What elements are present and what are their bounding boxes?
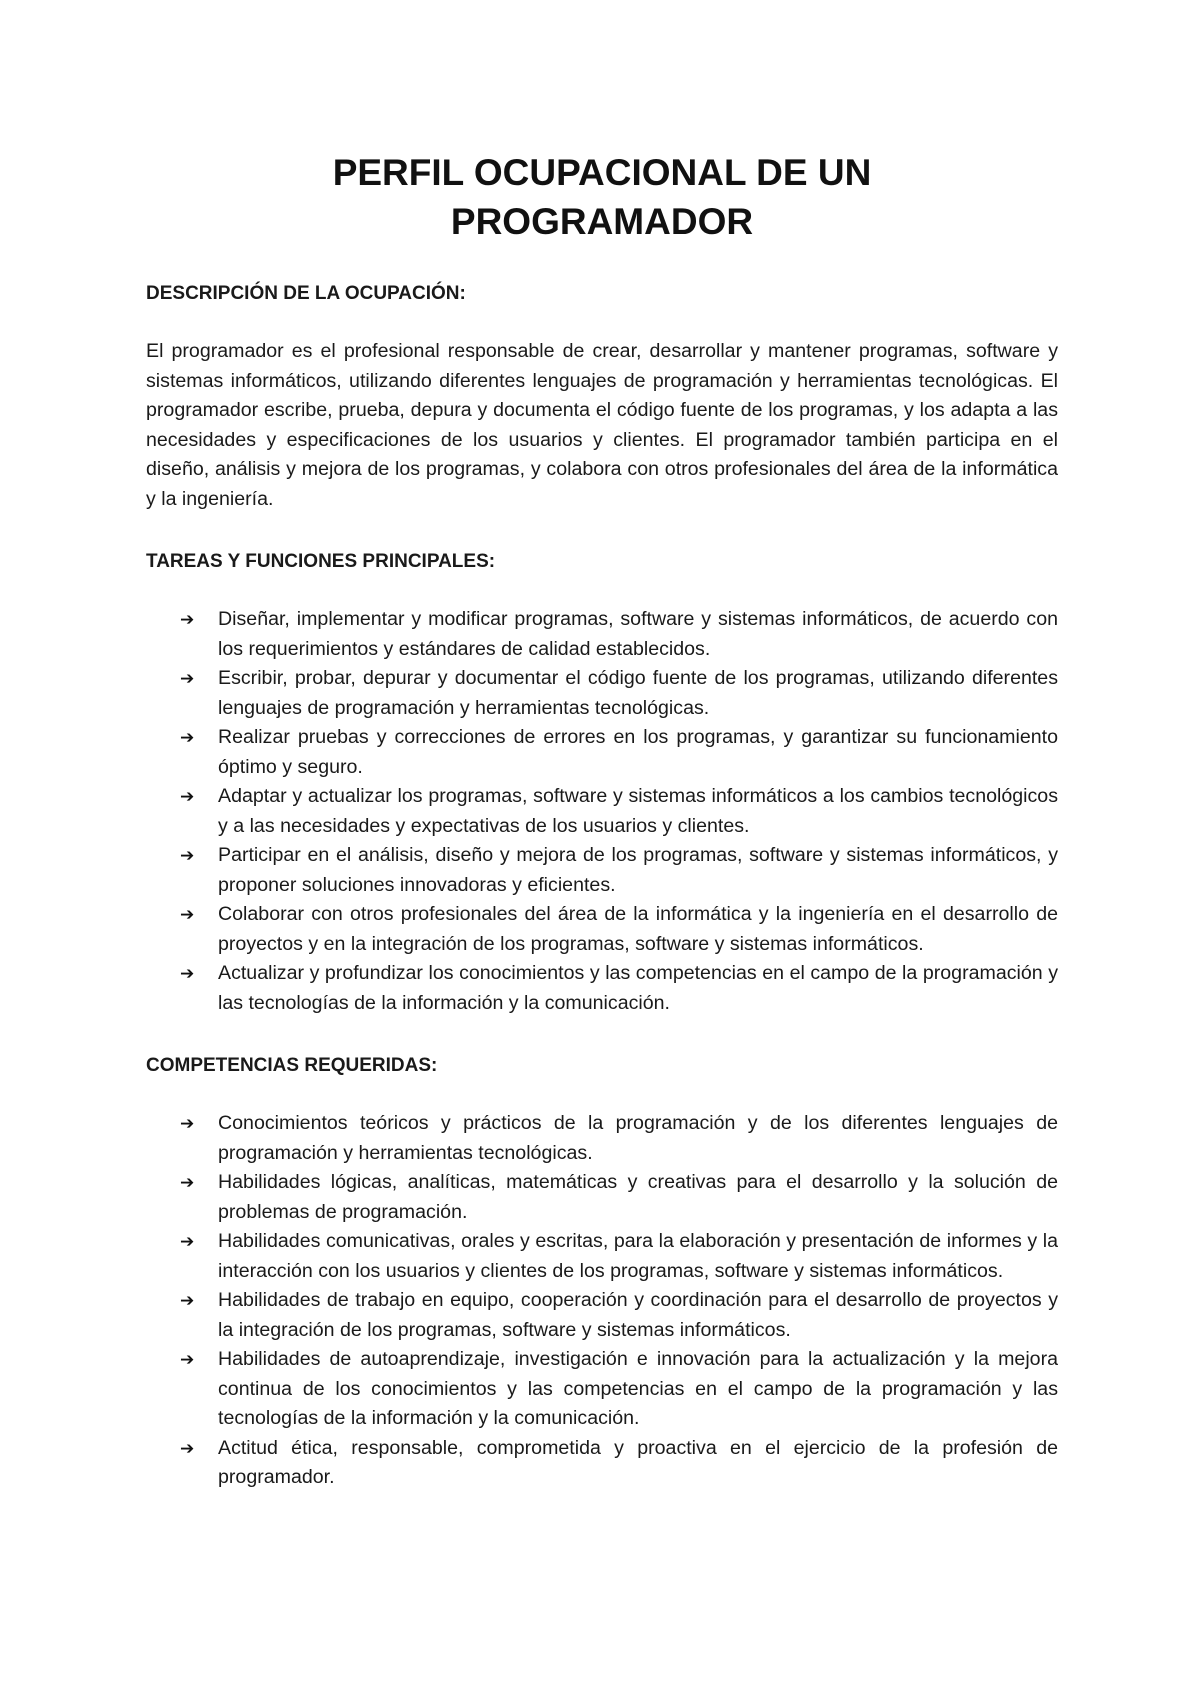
list-item-text: Participar en el análisis, diseño y mejora de los programas, software y sistemas informáticos, y proponer soluciones innovadoras y eficientes. bbox=[218, 844, 1058, 896]
list-item-text: Conocimientos teóricos y prácticos de la programación y de los diferentes lenguajes de programación y herramientas tecnológicas. bbox=[218, 1112, 1058, 1164]
list-item bbox=[146, 1434, 1058, 1493]
list-item bbox=[146, 900, 1058, 959]
competencies-heading: COMPETENCIAS REQUERIDAS: bbox=[146, 1055, 438, 1076]
list-item bbox=[146, 605, 1058, 664]
arrow-right-icon: ➔ bbox=[180, 1232, 195, 1251]
list-item-text: Habilidades de trabajo en equipo, cooperación y coordinación para el desarrollo de proyectos y la integración de los programas, software y sistemas informáticos. bbox=[218, 1289, 1058, 1341]
arrow-right-icon: ➔ bbox=[180, 1173, 195, 1192]
arrow-right-icon: ➔ bbox=[180, 964, 195, 983]
list-item bbox=[146, 1109, 1058, 1168]
arrow-right-icon: ➔ bbox=[180, 1291, 195, 1310]
description-heading: DESCRIPCIÓN DE LA OCUPACIÓN: bbox=[146, 283, 466, 304]
list-item-text: Actualizar y profundizar los conocimientos y las competencias en el campo de la programación y las tecnologías de la información y la comunicación. bbox=[218, 962, 1058, 1014]
list-item bbox=[146, 723, 1058, 782]
tasks-heading: TAREAS Y FUNCIONES PRINCIPALES: bbox=[146, 551, 496, 572]
description-paragraph: El programador es el profesional responsable de crear, desarrollar y mantener programas, software y sistemas informáticos, utilizando diferentes lenguajes de programación y herramientas tecnológicas. El programador escribe, prueba, depura y documenta el código fuente de los programas, y los adapta a las necesidades y especificaciones de los usuarios y clientes. El programador también participa en el diseño, análisis y mejora de los programas, y colabora con otros profesionales del área de la informática y la ingeniería. bbox=[146, 340, 1058, 510]
arrow-right-icon: ➔ bbox=[180, 787, 195, 806]
list-item bbox=[146, 841, 1058, 900]
list-item-text: Diseñar, implementar y modificar programas, software y sistemas informáticos, de acuerdo con los requerimientos y estándares de calidad establecidos. bbox=[218, 608, 1058, 660]
arrow-right-icon: ➔ bbox=[180, 1350, 195, 1369]
list-item-text: Habilidades de autoaprendizaje, investigación e innovación para la actualización y la mejora continua de los conocimientos y las competencias en el campo de la programación y las tecnologías de la información y la comunicación. bbox=[218, 1348, 1058, 1429]
document-title-line-1: PERFIL OCUPACIONAL DE UN bbox=[332, 152, 872, 193]
tasks-list bbox=[146, 605, 1058, 1018]
arrow-right-icon: ➔ bbox=[180, 728, 195, 747]
list-item-text: Habilidades lógicas, analíticas, matemáticas y creativas para el desarrollo y la solución de problemas de programación. bbox=[218, 1171, 1058, 1223]
list-item bbox=[146, 1168, 1058, 1227]
list-item bbox=[146, 1345, 1058, 1434]
arrow-right-icon: ➔ bbox=[180, 846, 195, 865]
list-item bbox=[146, 664, 1058, 723]
list-item bbox=[146, 1227, 1058, 1286]
list-item-text: Escribir, probar, depurar y documentar el código fuente de los programas, utilizando diferentes lenguajes de programación y herramientas tecnológicas. bbox=[218, 667, 1058, 719]
list-item-text: Actitud ética, responsable, comprometida y proactiva en el ejercicio de la profesión de programador. bbox=[218, 1436, 1058, 1488]
list-item bbox=[146, 959, 1058, 1018]
document-title-line-2: PROGRAMADOR bbox=[450, 201, 754, 242]
arrow-right-icon: ➔ bbox=[180, 610, 195, 629]
document-title bbox=[146, 148, 1058, 246]
list-item bbox=[146, 1286, 1058, 1345]
arrow-right-icon: ➔ bbox=[180, 1438, 195, 1458]
list-item-text: Colaborar con otros profesionales del área de la informática y la ingeniería en el desarrollo de proyectos y en la integración de los programas, software y sistemas informáticos. bbox=[218, 903, 1058, 955]
document-page bbox=[146, 0, 1058, 1493]
arrow-right-icon: ➔ bbox=[180, 669, 195, 688]
list-item bbox=[146, 782, 1058, 841]
arrow-right-icon: ➔ bbox=[180, 1114, 195, 1133]
competencies-list bbox=[146, 1109, 1058, 1493]
arrow-right-icon: ➔ bbox=[180, 905, 195, 924]
list-item-text: Realizar pruebas y correcciones de errores en los programas, y garantizar su funcionamiento óptimo y seguro. bbox=[218, 726, 1058, 778]
list-item-text: Habilidades comunicativas, orales y escritas, para la elaboración y presentación de informes y la interacción con los usuarios y clientes de los programas, software y sistemas informáticos. bbox=[218, 1230, 1058, 1282]
list-item-text: Adaptar y actualizar los programas, software y sistemas informáticos a los cambios tecnológicos y a las necesidades y expectativas de los usuarios y clientes. bbox=[218, 785, 1058, 837]
